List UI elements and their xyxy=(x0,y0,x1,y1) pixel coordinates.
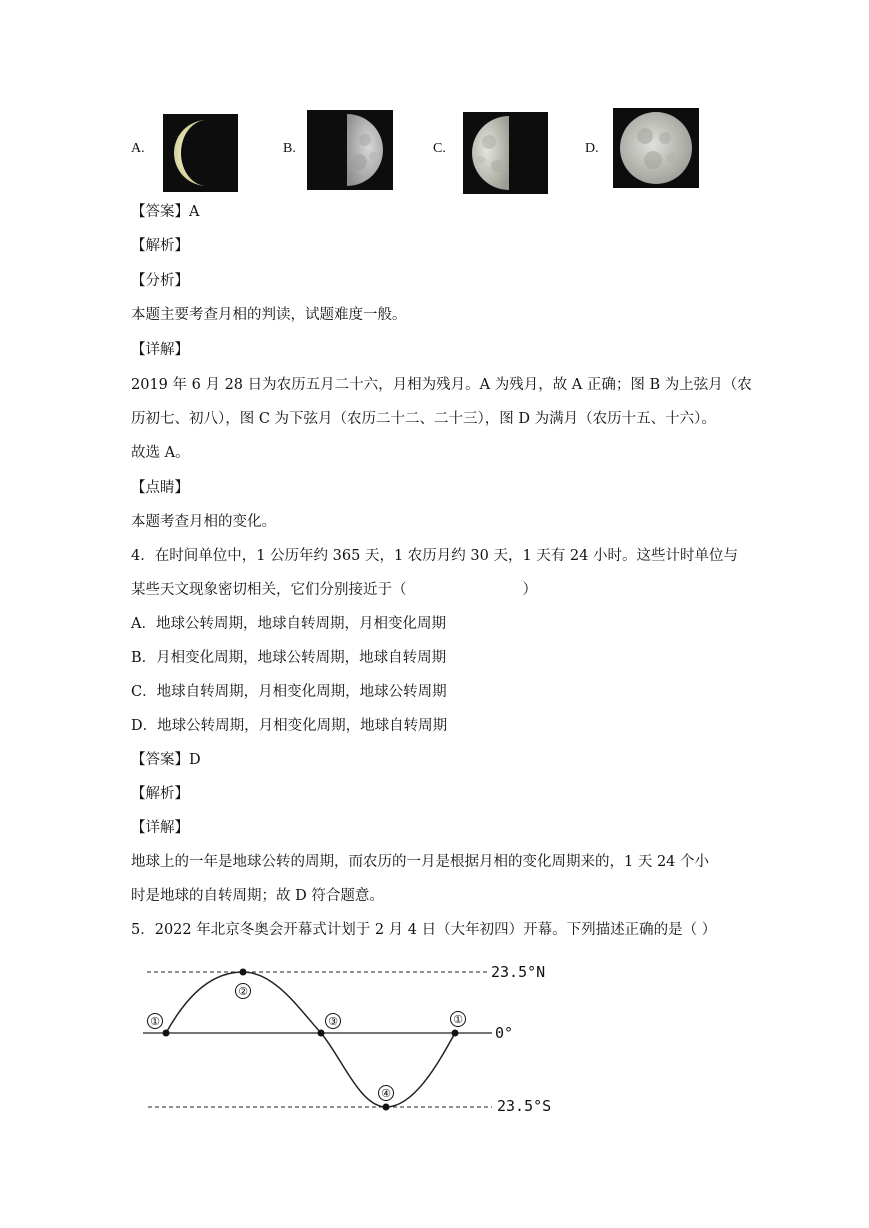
q4-stem-line-2: 某些天文现象密切相关，它们分别接近于（ ） xyxy=(131,582,537,598)
option-b-label: B. xyxy=(283,141,296,156)
point-2 xyxy=(240,969,247,976)
q3-detail-line-1: 2019 年 6 月 28 日为农历五月二十六，月相为残月。A 为残月，故 A 正确；图 B 为上弦月（农 xyxy=(131,377,752,393)
q4-detail-line-2: 时是地球的自转周期；故 D 符合题意。 xyxy=(131,888,384,904)
point-3 xyxy=(318,1030,325,1037)
q4-answer: 【答案】D xyxy=(131,752,201,768)
q3-fenxi-heading: 【分析】 xyxy=(131,273,189,289)
q4-jiexi-heading: 【解析】 xyxy=(131,786,189,802)
q3-fenxi-text: 本题主要考查月相的判读，试题难度一般。 xyxy=(131,307,407,323)
point-1-end xyxy=(452,1030,459,1037)
point-4 xyxy=(383,1104,390,1111)
q4-option-b: B．月相变化周期，地球公转周期，地球自转周期 xyxy=(131,650,447,666)
option-c-label: C. xyxy=(433,141,446,156)
marker-4 xyxy=(379,1086,394,1101)
q5-stem: 5．2022 年北京冬奥会开幕式计划于 2 月 4 日（大年初四）开幕。下列描述正确的是（ ） xyxy=(131,922,717,938)
label-23-5-s: 23.5°S xyxy=(497,1097,552,1115)
marker-3 xyxy=(326,1014,341,1029)
svg-text:①: ① xyxy=(453,1013,463,1026)
point-1-start xyxy=(163,1030,170,1037)
q4-stem-line-1: 4．在时间单位中，1 公历年约 365 天，1 农历月约 30 天，1 天有 24 小时。这些计时单位与 xyxy=(131,548,738,564)
svg-text:④: ④ xyxy=(381,1087,391,1100)
q3-dianjing-heading: 【点睛】 xyxy=(131,480,189,496)
q3-detail-line-3: 故选 A。 xyxy=(131,445,190,461)
option-d-label: D. xyxy=(585,141,599,156)
option-a-label: A. xyxy=(131,141,145,156)
svg-text:③: ③ xyxy=(328,1015,338,1028)
marker-1a xyxy=(148,1014,163,1029)
label-equator: 0° xyxy=(495,1024,514,1042)
q3-detail-line-2: 历初七、初八），图 C 为下弦月（农历二十二、二十三），图 D 为满月（农历十五、十六）。 xyxy=(131,411,716,427)
marker-2 xyxy=(236,984,251,999)
q4-option-c: C．地球自转周期，月相变化周期，地球公转周期 xyxy=(131,684,447,700)
sine-curve xyxy=(166,972,455,1107)
svg-text:①: ① xyxy=(150,1015,160,1028)
q4-detail-line-1: 地球上的一年是地球公转的周期，而农历的一月是根据月相的变化周期来的，1 天 24 个小 xyxy=(131,854,710,870)
q3-xiangjie-heading: 【详解】 xyxy=(131,342,189,358)
q3-jiexi-heading: 【解析】 xyxy=(131,238,189,254)
label-23-5-n: 23.5°N xyxy=(491,963,546,981)
q3-answer: 【答案】A xyxy=(131,204,200,220)
marker-1b xyxy=(451,1012,466,1027)
q3-dianjing-text: 本题考查月相的变化。 xyxy=(131,514,276,530)
svg-text:②: ② xyxy=(238,985,248,998)
q4-option-a: A．地球公转周期，地球自转周期，月相变化周期 xyxy=(131,616,446,632)
q4-option-d: D．地球公转周期，月相变化周期，地球自转周期 xyxy=(131,718,448,734)
q4-xiangjie-heading: 【详解】 xyxy=(131,820,189,836)
